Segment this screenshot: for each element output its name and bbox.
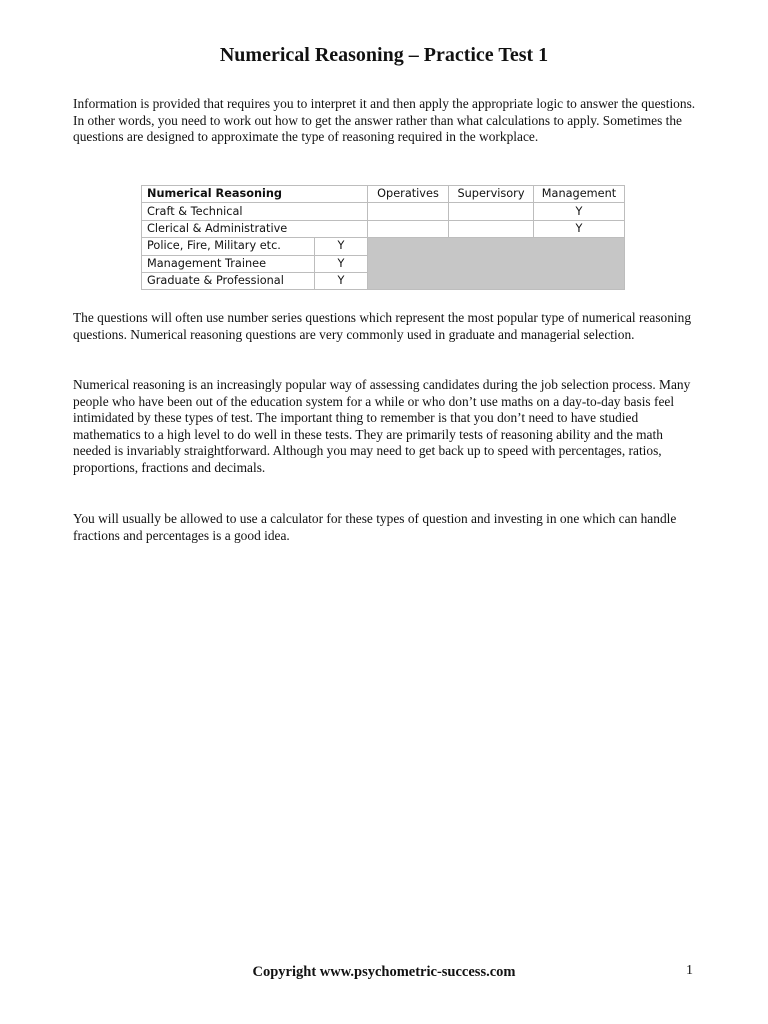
table-header-cell: Numerical Reasoning	[142, 186, 368, 203]
table-cell: Y	[315, 238, 368, 255]
table-cell: Y	[534, 203, 625, 220]
copyright-footer: Copyright www.psychometric-success.com	[252, 964, 516, 980]
suitability-table	[141, 185, 625, 290]
table-cell	[449, 220, 534, 237]
table-row	[142, 220, 625, 237]
row-label: Clerical & Administrative	[142, 220, 368, 237]
body-paragraph: You will usually be allowed to use a calculator for these types of question and investing in one which can handle fractions and percentages is a good idea.	[73, 511, 677, 543]
table-header-cell: Operatives	[368, 186, 449, 203]
intro-paragraph: Information is provided that requires you to interpret it and then apply the appropriate logic to answer the questions. In other words, you need to work out how to get the answer rather than what calculations to apply. Sometimes the questions are designed to approximate the type of reasoning required in the workplace.	[73, 96, 696, 145]
page-number: 1	[686, 963, 693, 978]
table-row	[142, 203, 625, 220]
row-label: Management Trainee	[142, 255, 315, 272]
table-cell: Y	[315, 272, 368, 289]
page-title: Numerical Reasoning – Practice Test 1	[219, 44, 549, 66]
table-cell	[368, 203, 449, 220]
row-label: Craft & Technical	[142, 203, 368, 220]
shaded-block	[368, 238, 625, 290]
table-cell	[449, 203, 534, 220]
table-header-row	[142, 186, 625, 203]
table-row	[142, 238, 625, 255]
suitability-table-container	[141, 185, 625, 290]
table-cell	[368, 220, 449, 237]
body-paragraph: The questions will often use number series questions which represent the most popular type of numerical reasoning questions. Numerical reasoning questions are very commonly used in graduate and managerial selection.	[73, 310, 692, 342]
table-cell: Y	[534, 220, 625, 237]
body-paragraph: Numerical reasoning is an increasingly popular way of assessing candidates during the job selection process. Many people who have been out of the education system for a while or who don’t use maths on a day-to-day basis feel intimidated by these types of test. The important thing to remember is that you don’t need to have studied mathematics to a high level to do well in these tests. They are primarily tests of reasoning ability and the math needed is invariably straightforward. Although you may need to get back up to speed with percentages, ratios, proportions, fractions and decimals.	[73, 377, 691, 475]
table-header-cell: Supervisory	[449, 186, 534, 203]
row-label: Graduate & Professional	[142, 272, 315, 289]
table-cell: Y	[315, 255, 368, 272]
row-label: Police, Fire, Military etc.	[142, 238, 315, 255]
table-header-cell: Management	[534, 186, 625, 203]
